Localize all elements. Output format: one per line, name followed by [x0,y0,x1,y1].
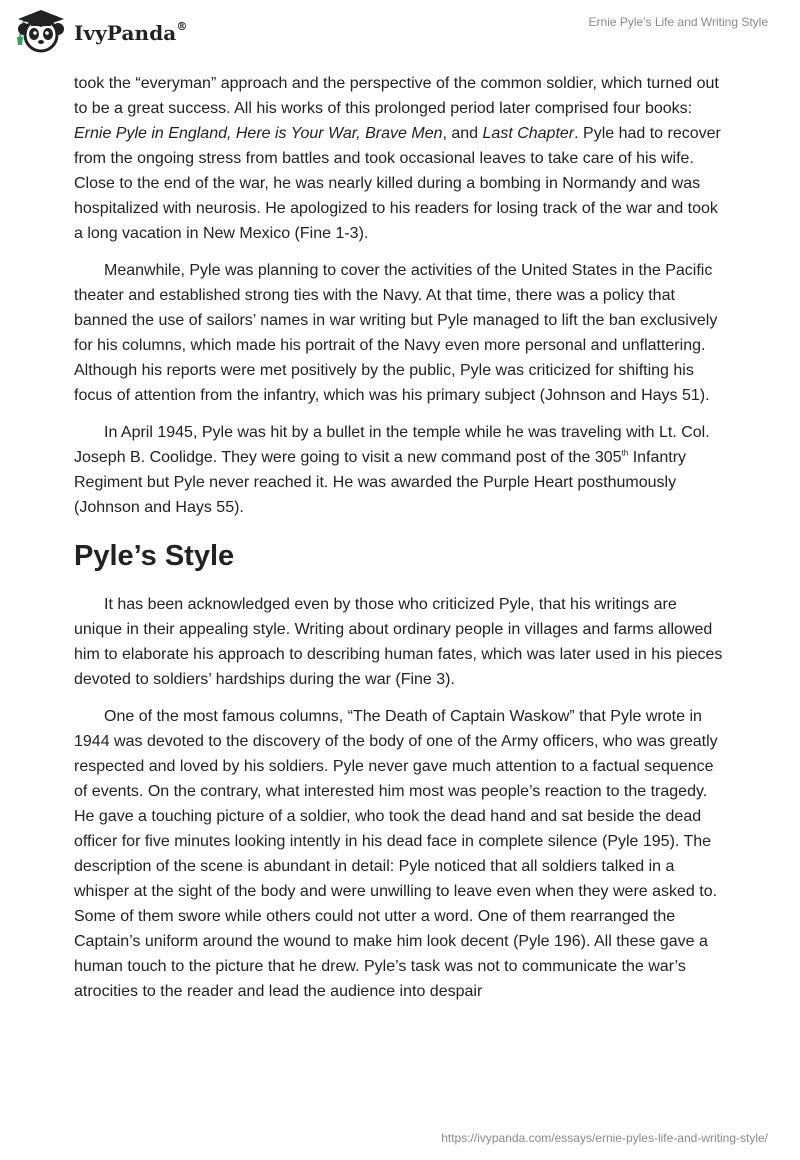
section-heading: Pyle’s Style [74,540,235,572]
brand-name: IvyPanda® [74,20,188,45]
paragraph-2: Meanwhile, Pyle was planning to cover the activities of the United States in the Pacific theater and established strong ties with the Navy. At that time, there was a policy that banned the use of sailors’ names in war writing but Pyle managed to lift the ban exclusively for his columns, which made his portrait of the Navy even more personal and unflattering. Although his reports were met positively by the public, Pyle was criticized for shifting his focus of attention from the infantry, which was his primary subject (Johnson and Hays 51). [74,262,718,404]
paragraph-1: took the “everyman” approach and the perspective of the common soldier, which turned out to be a great success. All his works of this prolonged period later comprised four books: Ernie Pyle in England, Here is Your War, Brave Men, and Last Chapter. Pyle had to recover from the ongoing stress from battles and took occasional leaves to take care of his wife. Close to the end of the war, he was nearly killed during a bombing in Normandy and was hospitalized with neurosis. He apologized to his readers for losing track of the war and took a long vacation in New Mexico (Fine 1-3). [74,75,721,242]
document-title: Ernie Pyle's Life and Writing Style [588,15,768,29]
paragraph-4: It has been acknowledged even by those who criticized Pyle, that his writings are unique in their appealing style. Writing about ordinary people in villages and farms allowed him to elaborate his approach to describing human fates, which was later used in his pieces devoted to soldiers’ hardships during the war (Fine 3). [74,596,723,688]
essay-body [74,71,726,1016]
paragraph-3: In April 1945, Pyle was hit by a bullet in the temple while he was traveling with Lt. Col. Joseph B. Coolidge. They were going to visit a new command post of the 305th Infantry Regiment but Pyle never reached it. He was awarded the Purple Heart posthumously (Johnson and Hays 55). [74,424,710,516]
panda-graduate-icon [14,7,68,53]
paragraph-5: One of the most famous columns, “The Death of Captain Waskow” that Pyle wrote in 1944 was devoted to the discovery of the body of one of the Army officers, who was greatly respected and loved by his soldiers. Pyle never gave much attention to a factual sequence of events. On the contrary, what interested him most was people’s reaction to the tragedy. He gave a touching picture of a soldier, who took the dead hand and sat beside the dead officer for five minutes looking intently in his dead face in complete silence (Pyle 195). The description of the scene is abundant in detail: Pyle noticed that all soldiers talked in a whisper at the sight of the body and were unwilling to leave even when they were asked to. Some of them swore while others could not utter a word. One of them rearranged the Captain’s uniform around the wound to make him look decent (Pyle 196). All these gave a human touch to the picture that he drew. Pyle’s task was not to communicate the war’s atrocities to the reader and lead the audience into despair [74,708,718,1000]
page-header [0,0,800,70]
source-url[interactable]: https://ivypanda.com/essays/ernie-pyles-life-and-writing-style/ [441,1131,768,1145]
brand-logo[interactable] [14,7,187,53]
